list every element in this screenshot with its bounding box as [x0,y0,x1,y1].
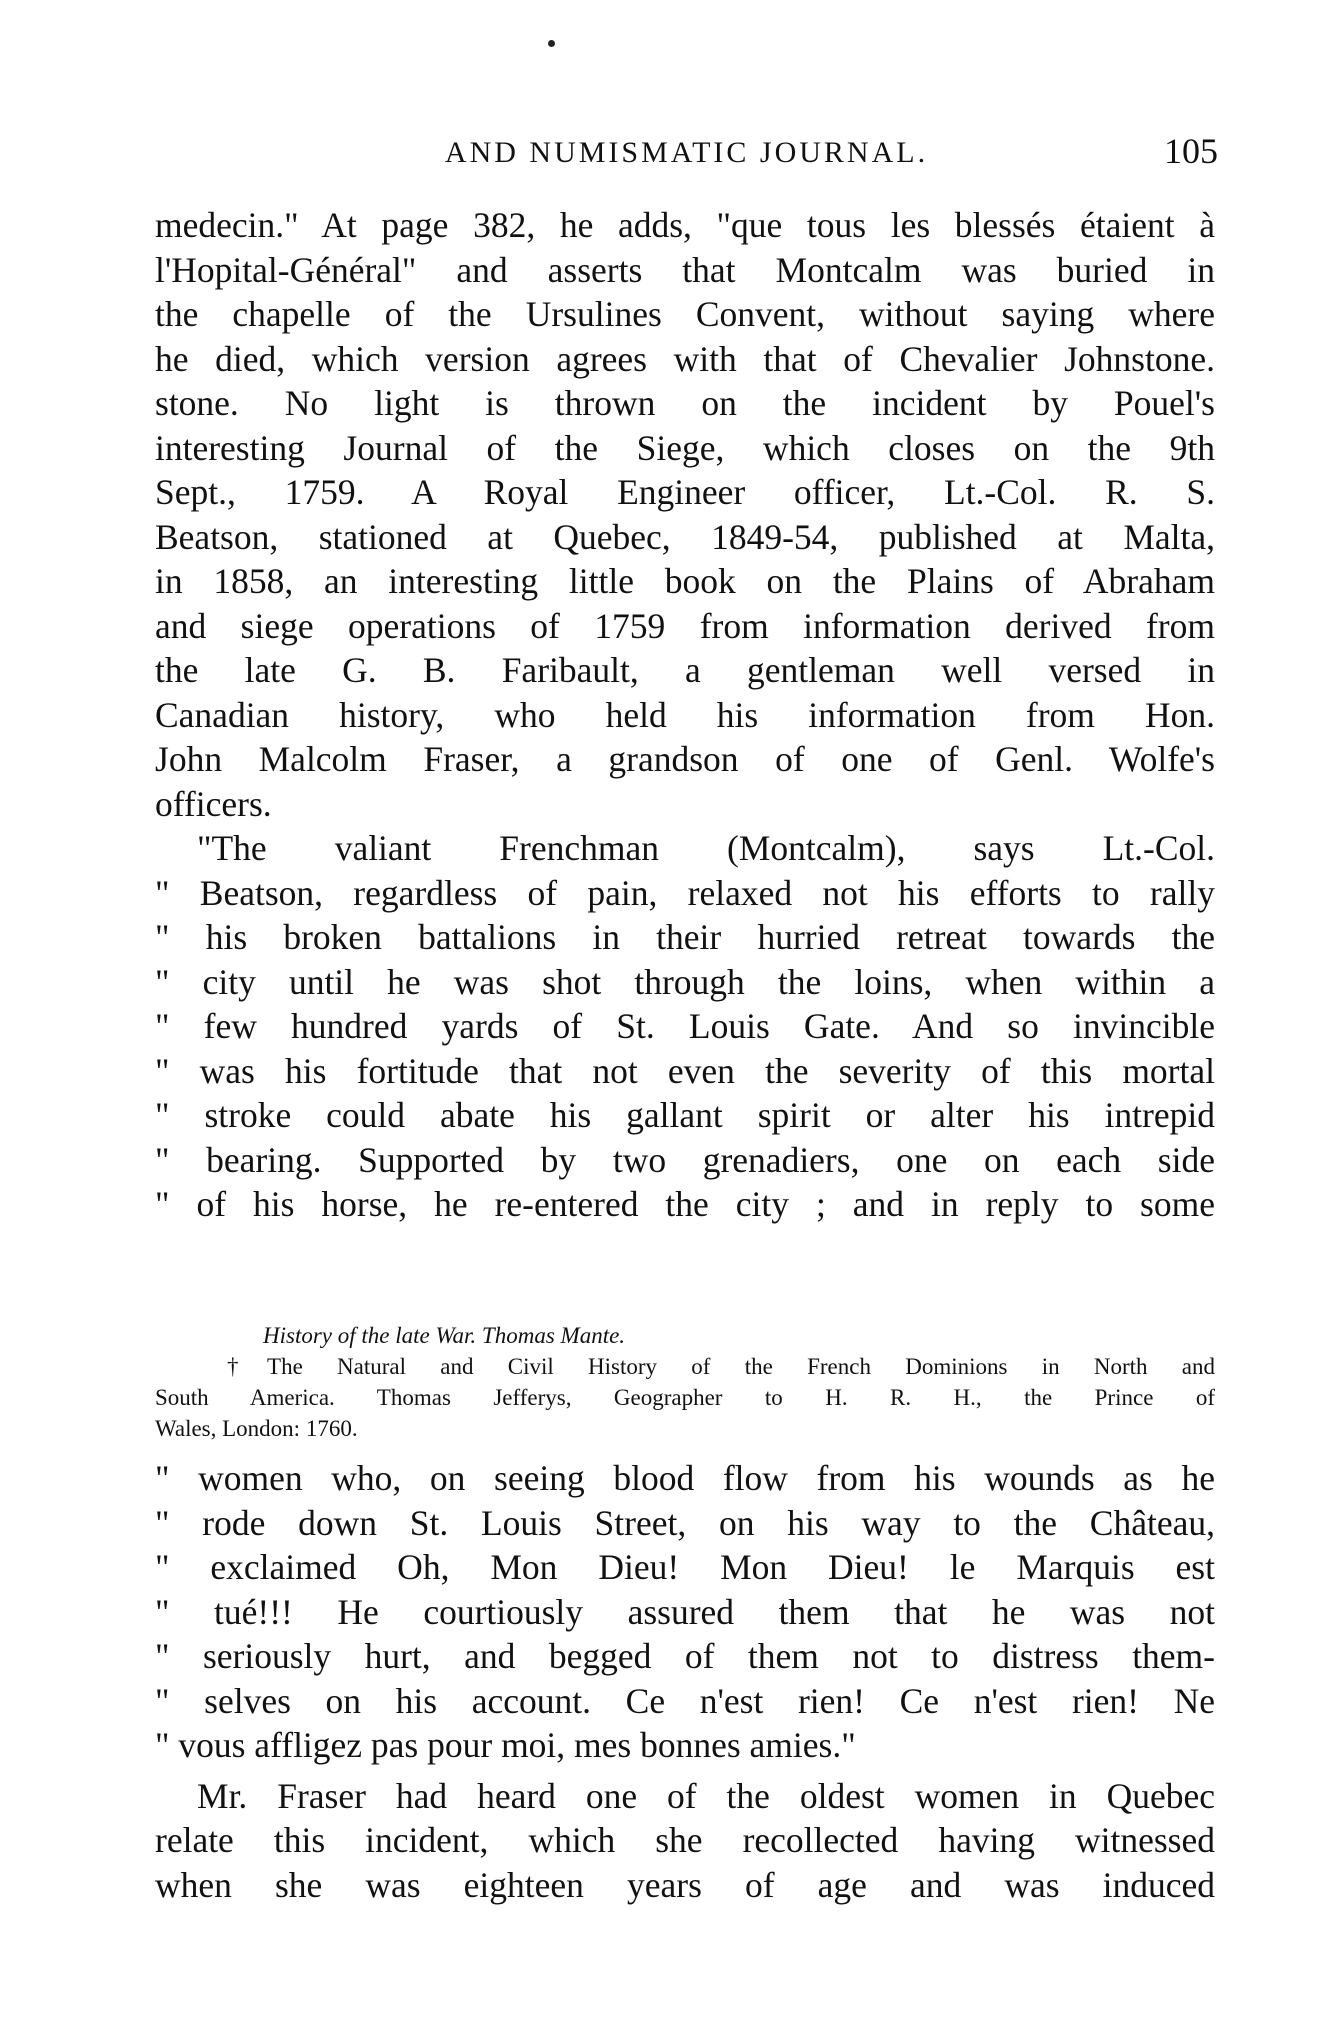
text-line: when she was eighteen years of age and was induced [155,1864,1215,1905]
text-line: Beatson, stationed at Quebec, 1849-54, published at Malta, [155,516,1215,557]
text-line: " women who, on seeing blood flow from his wounds as he [155,1458,1215,1498]
text-line: "The valiant Frenchman (Montcalm), says Lt.-Col. [197,828,1215,868]
text-line: the chapelle of the Ursulines Convent, without saying where [155,294,1215,334]
footnote-line: South America. Thomas Jefferys, Geographer to H. R. H., the Prince of [155,1385,1215,1410]
text-line: " vous affligez pas pour moi, mes bonnes amies." [155,1725,856,1765]
text-line: " was his fortitude that not even the severity of this mortal [155,1050,1215,1091]
page-header [155,130,1218,178]
text-line: l'Hopital-Général" and asserts that Montcalm was buried in [155,249,1215,290]
running-head: AND NUMISMATIC JOURNAL. [444,136,929,169]
text-line: " of his horse, he re-entered the city ; and in reply to some [155,1184,1215,1224]
footnote-line: Wales, London: 1760. [155,1416,358,1441]
text-line: Mr. Fraser had heard one of the oldest women in Quebec [197,1775,1215,1816]
page-number: 105 [1164,131,1218,171]
text-line: and siege operations of 1759 from information derived from [155,605,1215,646]
footnotes [155,1320,1215,1444]
text-line: " Beatson, regardless of pain, relaxed not his efforts to rally [155,872,1215,913]
text-line: in 1858, an interesting little book on the Plains of Abraham [155,561,1215,601]
text-line: " selves on his account. Ce n'est rien! Ce n'est rien! Ne [155,1680,1215,1721]
text-line: Canadian history, who held his information from Hon. [155,694,1215,735]
footnote-line: †The Natural and Civil History of the French Dominions in North and [227,1354,1215,1379]
text-line: " stroke could abate his gallant spirit or alter his intrepid [155,1095,1215,1135]
text-line: stone. No light is thrown on the incident by Pouel's [155,383,1215,423]
text-line: " bearing. Supported by two grenadiers, one on each side [155,1139,1215,1180]
text-line: John Malcolm Fraser, a grandson of one of Genl. Wolfe's [155,739,1215,779]
text-line: he died, which version agrees with that of Chevalier Johnstone. [155,338,1215,379]
text-line: Sept., 1759. A Royal Engineer officer, Lt.-Col. R. S. [155,472,1215,512]
text-line: " exclaimed Oh, Mon Dieu! Mon Dieu! le Marquis est [155,1547,1215,1587]
text-line: " his broken battalions in their hurried retreat towards the [155,917,1215,957]
text-line: relate this incident, which she recollected having witnessed [155,1820,1215,1860]
text-line: medecin." At page 382, he adds, "que tous les blessés étaient à [155,205,1215,245]
page-speck [548,40,555,47]
body-text-top [155,203,1215,1227]
text-line: " seriously hurt, and begged of them not to distress them- [155,1636,1215,1676]
body-text-bottom [155,1456,1215,1907]
text-line: the late G. B. Faribault, a gentleman well versed in [155,650,1215,690]
text-line: " few hundred yards of St. Louis Gate. And so invincible [155,1006,1215,1046]
text-line: " rode down St. Louis Street, on his way to the Château, [155,1502,1215,1543]
text-line: " city until he was shot through the loins, when within a [155,961,1215,1002]
footnote-line: History of the late War. Thomas Mante. [263,1323,626,1348]
text-line: " tué!!! He courtiously assured them that he was not [155,1591,1215,1632]
text-line: officers. [155,783,272,824]
text-line: interesting Journal of the Siege, which closes on the 9th [155,427,1215,468]
